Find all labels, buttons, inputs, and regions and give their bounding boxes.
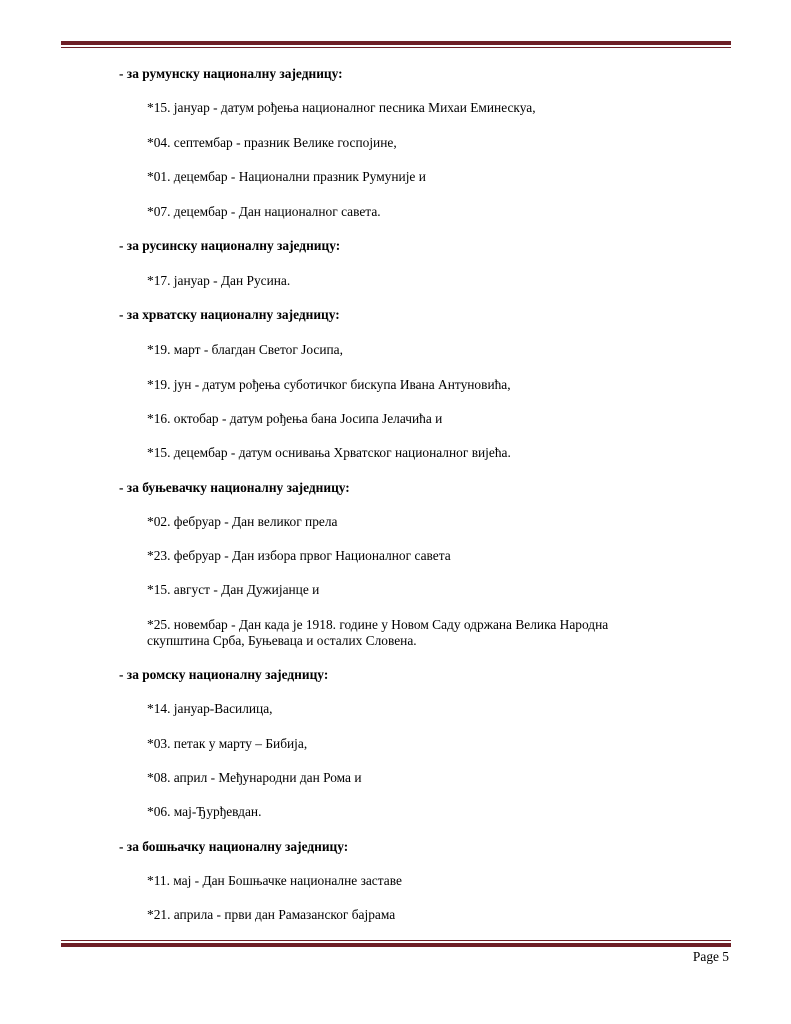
- header-rule: [61, 41, 731, 48]
- list-item: *11. мај - Дан Бошњачке националне заставе: [147, 873, 402, 888]
- list-item: *21. априла - први дан Рамазанског бајрама: [147, 907, 396, 922]
- list-item: *15. август - Дан Дужијанце и: [147, 582, 320, 597]
- list-item: *02. фебруар - Дан великог прела: [147, 514, 338, 529]
- list-item: *04. септембар - празник Велике госпојине,: [147, 135, 397, 150]
- list-item: *23. фебруар - Дан избора првог Националног савета: [147, 548, 451, 563]
- list-item: *15. децембар - датум оснивања Хрватског националног вијећа.: [147, 445, 511, 460]
- section-heading-croatian: - за хрватску националну заједницу:: [119, 307, 340, 322]
- list-item: *19. март - благдан Светог Јосипа,: [147, 342, 343, 357]
- footer-rule: [61, 940, 731, 947]
- section-heading-rusyn: - за русинску националну заједницу:: [119, 238, 341, 253]
- section-heading-bosniak: - за бошњачку националну заједницу:: [119, 839, 349, 854]
- list-item-continuation: скупштина Срба, Буњеваца и осталих Словена.: [147, 633, 417, 648]
- list-item: *01. децембар - Национални празник Румуније и: [147, 169, 426, 184]
- section-heading-bunjevac: - за буњевачку националну заједницу:: [119, 480, 350, 495]
- list-item: *19. јун - датум рођења суботичког бискупа Ивана Антуновића,: [147, 377, 511, 392]
- page-number: Page 5: [692, 949, 729, 964]
- list-item: *08. април - Међународни дан Рома и: [147, 770, 362, 785]
- list-item: *16. октобар - датум рођења бана Јосипа Јелачића и: [147, 411, 443, 426]
- list-item: *14. јануар-Василица,: [147, 701, 273, 716]
- list-item: *07. децембар - Дан националног савета.: [147, 204, 381, 219]
- list-item: *06. мај-Ђурђевдан.: [147, 804, 262, 819]
- list-item: *17. јануар - Дан Русина.: [147, 273, 291, 288]
- list-item: *03. петак у марту – Бибија,: [147, 736, 308, 751]
- list-item: *25. новембар - Дан када је 1918. године у Новом Саду одржана Велика Народна: [147, 617, 609, 632]
- section-heading-romanian: - за румунску националну заједницу:: [119, 66, 343, 81]
- section-heading-roma: - за ромску националну заједницу:: [119, 667, 329, 682]
- list-item: *15. јануар - датум рођења националног песника Михаи Еминескуа,: [147, 100, 536, 115]
